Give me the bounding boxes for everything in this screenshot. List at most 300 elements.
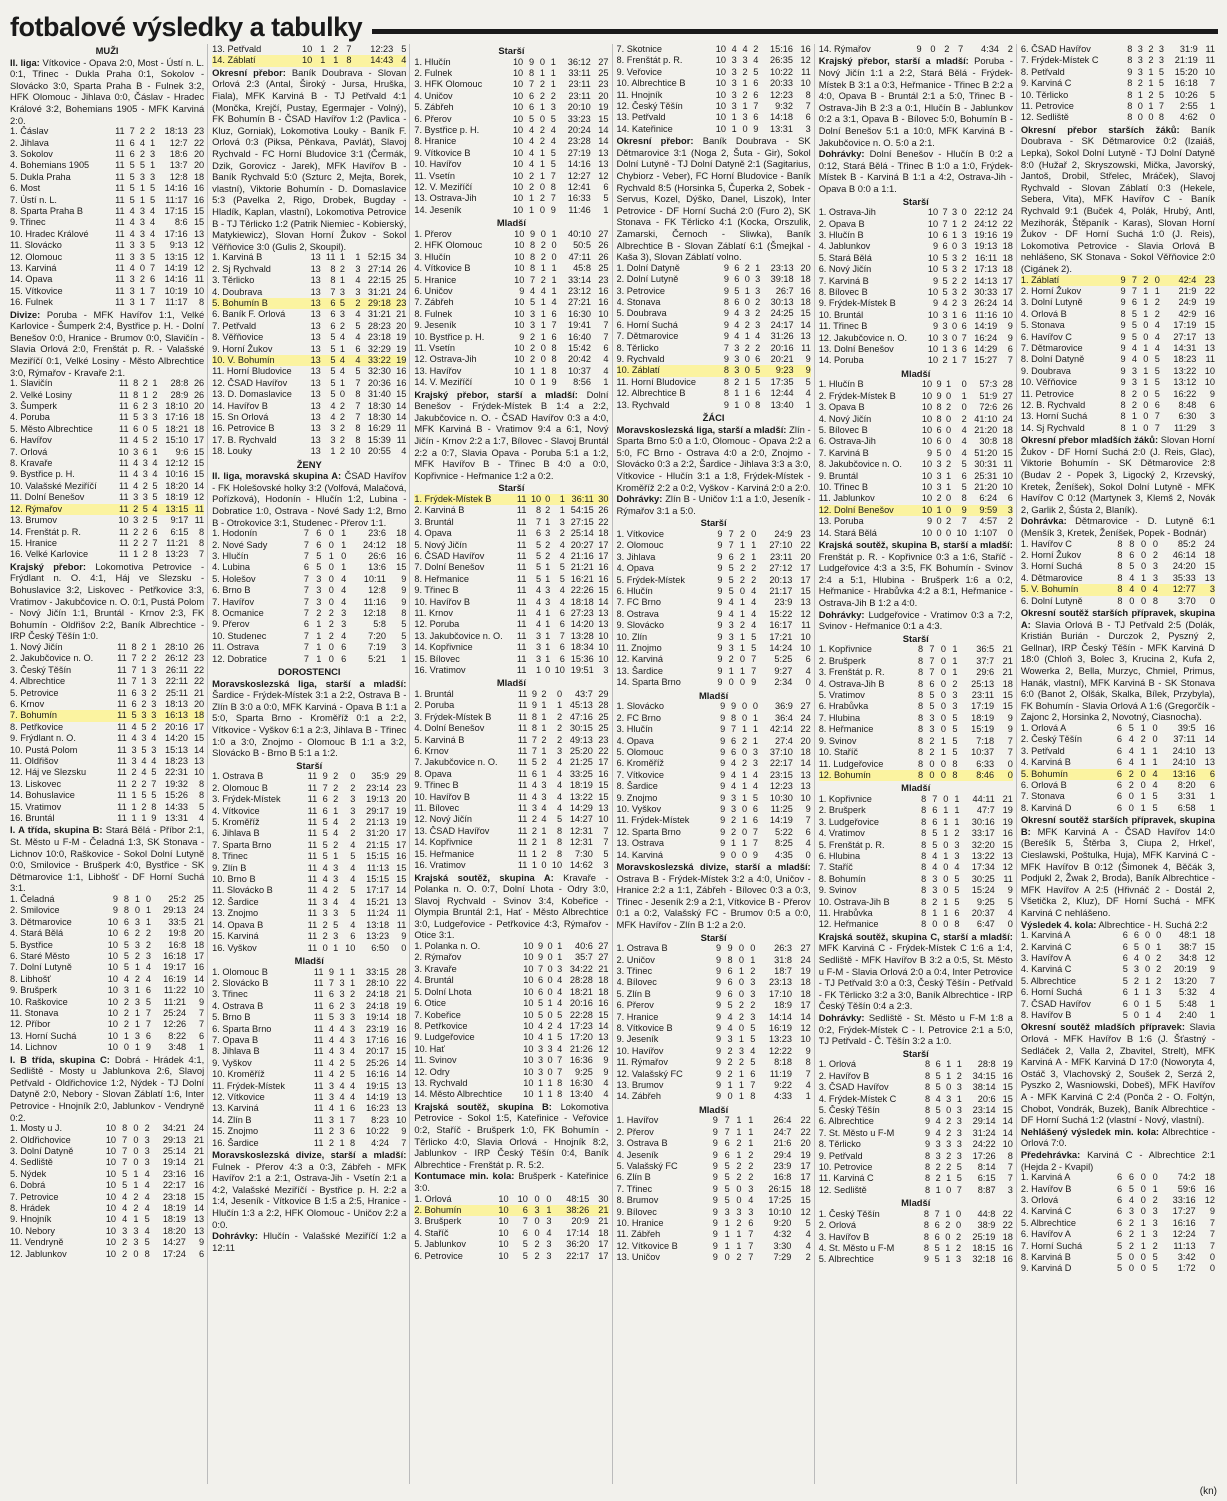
stat-cell: 10 — [927, 252, 939, 263]
stat-cell: 3 — [350, 805, 356, 816]
table-row — [1021, 1252, 1215, 1263]
stat-cell: 13 — [396, 896, 407, 907]
stat-cell: 1 — [545, 573, 551, 584]
table-row — [414, 182, 608, 193]
stat-cell: 5 — [935, 1104, 941, 1115]
stat-cell: 2 — [333, 885, 339, 896]
stat-cell: 1 — [1140, 745, 1146, 756]
stat-cell: 30:15 — [569, 723, 593, 734]
table-row — [819, 219, 1013, 230]
table-row — [212, 585, 406, 596]
stat-cell: 2 — [141, 801, 147, 812]
table-row — [414, 1216, 608, 1227]
stat-cell: 0 — [551, 251, 557, 262]
stat-cell: 6 — [537, 975, 544, 986]
stat-cell: 4 — [557, 803, 563, 814]
stat-cell: 21 — [193, 1157, 205, 1168]
stat-cell: 4 — [330, 400, 336, 411]
stat-cell: 6:15 — [977, 1173, 996, 1184]
stat-cell: 18:13 — [165, 698, 189, 709]
section-heading: DOROSTENCI — [278, 666, 341, 678]
stat-cell: 0 — [339, 389, 345, 400]
stat-cell: 1 — [739, 665, 746, 676]
stat-cell: 27:14 — [367, 263, 391, 274]
stat-cell: 17 — [1002, 275, 1013, 286]
stat-cell: 0 — [738, 988, 744, 999]
team-name: 14. Rýmařov — [818, 44, 871, 54]
stat-cell: 0 — [1209, 595, 1216, 606]
stat-cell: 8 — [921, 896, 927, 907]
stat-cell: 19 — [800, 965, 811, 976]
stat-cell: 2 — [333, 782, 339, 793]
stat-cell: 5 — [1122, 975, 1128, 986]
stat-cell: 10 — [512, 102, 524, 113]
stat-cell: 8 — [531, 711, 537, 722]
stat-cell: 3 — [731, 78, 737, 89]
stat-cell: 2 — [748, 1172, 754, 1183]
stat-cell: 15 — [396, 389, 407, 400]
stat-cell: 4 — [328, 1046, 335, 1057]
stat-cell: 16 — [193, 1168, 205, 1179]
team-name: 8. Bílovec B — [818, 286, 868, 297]
stat-cell: 11 — [801, 620, 811, 631]
stat-cell: 22:31 — [165, 767, 189, 778]
stat-cell: 3 — [550, 102, 556, 113]
stat-cell: 1 — [1209, 802, 1216, 813]
stat-cell: 3 — [932, 885, 938, 896]
stat-cell: 16 — [396, 1034, 407, 1045]
team-name: 6. Dolní Lutyně — [1020, 595, 1083, 606]
stat-cell: 11 — [307, 805, 318, 816]
stat-cell: 4 — [339, 1091, 345, 1102]
stat-cell: 4 — [1152, 780, 1158, 790]
stat-cell: 9 — [805, 803, 811, 814]
team-name: 7. Dolní Benešov — [414, 562, 485, 573]
team-name: 1. Frýdek-Místek B — [414, 494, 512, 505]
stat-cell: 4 — [328, 1103, 335, 1114]
stat-cell: 0 — [946, 1184, 952, 1195]
stat-cell: 2 — [738, 1011, 744, 1022]
stat-cell: 6 — [145, 985, 151, 996]
table-row — [10, 722, 204, 733]
stat-cell: 10 — [512, 125, 524, 136]
stat-cell: 4 — [129, 263, 135, 274]
table-row — [1021, 1184, 1215, 1195]
stat-cell: 8 — [557, 1077, 563, 1088]
stat-cell: 9 — [751, 677, 757, 688]
stat-cell: 7 — [1126, 275, 1137, 286]
stat-cell: 9 — [720, 746, 726, 757]
stat-cell: 1 — [952, 229, 958, 240]
stat-cell: 3 — [316, 573, 322, 584]
stat-cell: 2 — [557, 711, 563, 722]
stat-cell: 6 — [531, 768, 537, 779]
stat-cell: 15 — [193, 469, 205, 480]
stat-cell: 7 — [1158, 101, 1164, 112]
stat-cell: 6 — [303, 619, 309, 630]
team-name: 5. Bohumín B — [212, 298, 305, 309]
stat-cell: 8 — [805, 1057, 811, 1068]
stat-cell: 5 — [961, 459, 967, 470]
stat-cell: 1 — [744, 388, 750, 399]
stat-cell: 27 — [598, 228, 609, 239]
stat-cell: 5 — [321, 355, 336, 366]
stat-cell: 1 — [540, 263, 546, 274]
stat-cell: 19:14 — [366, 1012, 390, 1023]
standings-table — [819, 644, 1013, 781]
stat-cell: 23:6 — [368, 528, 387, 539]
stat-cell: 3 — [557, 963, 563, 974]
stat-cell: 15 — [1002, 690, 1013, 701]
stat-cell: 6 — [961, 309, 967, 320]
stat-cell: 3 — [355, 286, 361, 297]
stat-cell: 0 — [739, 677, 746, 688]
stat-cell: 1 — [131, 812, 137, 823]
table-row — [617, 112, 811, 123]
column-2 — [212, 44, 410, 1484]
table-row — [414, 551, 608, 562]
results-paragraph: I. B třída, skupina C: Dobrá - Hrádek 4:1, Sedliště - Mosty u Jablunkova 2:6, Slavoj Petřvald - Oldřichovice 1:2, Nýdek - TJ Dolní Datyně 2:0, Nebory - Slovan Záblatí 1:6, Inter Petrovice - Hnojník 2:0, Jablunkov - Vendryně 0:2. — [10, 1053, 205, 1123]
stat-cell: 0 — [728, 677, 734, 688]
stat-cell: 4 — [339, 1034, 345, 1045]
stat-cell: 0 — [741, 701, 748, 712]
stat-cell: 9 — [712, 1252, 718, 1263]
stat-cell: 5 — [122, 1168, 128, 1179]
stat-cell: 1 — [1131, 422, 1137, 433]
team-name: 8. Heřmanice — [414, 573, 469, 584]
stat-cell: 21:9 — [1178, 285, 1197, 296]
team-name: 1. Hlučín — [414, 56, 451, 67]
stat-cell: 2 — [134, 973, 140, 984]
stat-cell: 1 — [547, 998, 553, 1009]
stat-cell: 23 — [193, 126, 205, 137]
stat-cell: 5 — [350, 851, 356, 862]
table-row — [212, 412, 406, 423]
stat-cell: 12 — [800, 1022, 811, 1033]
stat-cell: 16:24 — [974, 332, 998, 343]
stat-cell: 0 — [724, 1252, 730, 1263]
table-row — [10, 481, 204, 492]
stat-cell: 10 — [715, 78, 726, 89]
stat-cell: 1 — [133, 1168, 139, 1179]
stat-cell: 11 — [307, 874, 318, 885]
stat-cell: 1 — [1209, 998, 1216, 1009]
stat-cell: 5 — [942, 252, 948, 263]
stat-cell: 1 — [946, 1059, 952, 1070]
stat-cell: 9 — [1007, 332, 1013, 343]
stat-cell: 1 — [330, 446, 336, 457]
stat-cell: 13 — [310, 320, 321, 331]
table-row — [1021, 297, 1215, 308]
stat-cell: 3 — [144, 1134, 150, 1145]
stat-cell: 5 — [149, 251, 156, 262]
team-name: 1. Ostrava B — [212, 771, 264, 782]
stat-cell: 2 — [339, 446, 345, 457]
stat-cell: 2 — [139, 126, 145, 137]
stat-cell: 6 — [936, 436, 942, 447]
table-row — [617, 55, 811, 66]
stat-cell: 18 — [1002, 436, 1013, 447]
stat-cell: 6 — [330, 309, 336, 320]
stat-cell: 18 — [1002, 425, 1013, 436]
team-name: 6. ČSAD Havířov — [414, 550, 485, 561]
stat-cell: 2 — [750, 1000, 756, 1011]
stat-cell: 7 — [929, 644, 935, 655]
stat-cell: 0 — [1133, 1010, 1139, 1020]
stat-cell: 5 — [934, 1243, 940, 1253]
stat-cell: 1 — [139, 285, 145, 296]
stat-cell: 8 — [531, 723, 537, 734]
table-row — [414, 597, 608, 608]
table-row — [1021, 320, 1215, 331]
stat-cell: 37:11 — [1173, 734, 1196, 745]
stat-cell: 3 — [139, 206, 145, 216]
team-name: 11. Třinec B — [818, 321, 868, 332]
stat-cell: 7 — [303, 528, 309, 539]
table-row — [617, 377, 811, 388]
stat-cell: 8 — [551, 342, 557, 353]
stat-cell: 0 — [946, 1104, 952, 1115]
stat-cell: 9 — [537, 941, 544, 952]
stat-cell: 5 — [536, 550, 542, 561]
table-row — [819, 402, 1013, 413]
table-row — [819, 1162, 1013, 1173]
stat-cell: 5 — [199, 801, 205, 812]
stat-cell: 4 — [129, 217, 135, 228]
team-name: 9. Třinec — [10, 217, 46, 228]
table-row — [10, 229, 204, 240]
stat-cell: 2 — [946, 1161, 952, 1172]
team-name: 1. Čáslav — [10, 126, 49, 137]
stat-cell: 1 — [1143, 285, 1149, 296]
table-row — [1021, 1241, 1215, 1252]
table-row — [212, 851, 406, 862]
section-heading: Starší — [700, 931, 727, 943]
stat-cell: 20 — [396, 794, 407, 805]
stat-cell: 4 — [550, 125, 556, 136]
stat-cell: 7 — [751, 665, 757, 676]
table-row — [10, 240, 204, 251]
stat-cell: 2 — [142, 378, 148, 389]
stat-cell: 38:9 — [977, 1220, 996, 1231]
stat-cell: 3 — [531, 803, 537, 814]
stat-cell: 9 — [603, 1066, 609, 1077]
table-row — [414, 585, 608, 596]
stat-cell: 2 — [339, 1069, 345, 1080]
stat-cell: 10 — [1002, 309, 1013, 320]
stat-cell: 9 — [932, 321, 939, 332]
stat-cell: 5 — [1154, 377, 1160, 388]
stat-cell: 9 — [712, 1172, 718, 1183]
stat-cell: 12:23 — [370, 44, 394, 54]
stat-cell: 1 — [539, 170, 545, 181]
stat-cell: 5 — [141, 744, 147, 755]
team-name: 8. Těrlicko — [818, 1139, 861, 1150]
team-name: 13. Karviná — [10, 263, 57, 274]
stat-cell: 8 — [350, 1137, 356, 1148]
standings-table — [1021, 1172, 1215, 1275]
stat-cell: 3 — [545, 585, 551, 596]
stat-cell: 9 — [716, 1000, 722, 1011]
stat-cell: 10 — [107, 1042, 118, 1053]
stat-cell: 3 — [339, 1012, 345, 1023]
stat-cell: 14 — [193, 480, 205, 491]
stat-cell: 11 — [1205, 354, 1216, 365]
stat-cell: 3 — [1156, 987, 1162, 998]
stat-cell: 11 — [313, 1034, 324, 1045]
stat-cell: 3 — [529, 308, 536, 319]
table-row — [1021, 769, 1215, 780]
stat-cell: 11 — [307, 885, 318, 896]
stat-cell: 2 — [753, 44, 759, 54]
stat-cell: 5 — [330, 366, 336, 377]
stat-cell: 5 — [139, 160, 145, 171]
stat-cell: 2 — [129, 504, 139, 515]
stat-cell: 25:14 — [570, 528, 594, 539]
table-row — [617, 1012, 811, 1023]
stat-cell: 0 — [1007, 527, 1013, 538]
stat-cell: 1 — [316, 642, 322, 653]
stat-cell: 3 — [141, 687, 147, 698]
stat-cell: 0 — [1137, 112, 1143, 123]
stat-cell: 38:7 — [1178, 941, 1197, 952]
stat-cell: 16 — [396, 851, 407, 862]
stat-cell: 23 — [598, 79, 609, 90]
stat-cell: 0 — [741, 746, 748, 757]
stat-cell: 13 — [598, 159, 609, 170]
stat-cell: 21:20 — [974, 425, 998, 436]
table-row — [212, 332, 406, 343]
stat-cell: 1 — [1152, 1183, 1158, 1194]
table-row — [1021, 1218, 1215, 1229]
stat-cell: 14:24 — [769, 643, 793, 654]
stat-cell: 3 — [952, 286, 958, 297]
stat-cell: 9 — [1209, 964, 1216, 975]
stat-cell: 15 — [193, 206, 205, 216]
team-name: 6. Sparta Brno — [212, 1023, 272, 1034]
stat-cell: 11 — [516, 562, 527, 573]
stat-cell: 18 — [800, 274, 811, 285]
table-row — [617, 1229, 811, 1240]
stat-cell: 1 — [541, 711, 547, 722]
team-name: 10. Havířov — [414, 159, 462, 170]
stat-cell: 8 — [936, 402, 942, 413]
stat-cell: 21 — [1002, 667, 1013, 678]
stat-cell: 24 — [396, 286, 407, 297]
stat-cell: 10 — [523, 1043, 534, 1054]
team-name: 8. Sparta Praha B — [10, 206, 84, 216]
stat-cell: 2 — [748, 1161, 754, 1172]
stat-cell: 15 — [396, 862, 407, 873]
stat-cell: 28:9 — [170, 389, 189, 400]
stat-cell: 0 — [943, 839, 949, 850]
team-name: 3. Český Těšín — [10, 664, 72, 675]
stat-cell: 5 — [401, 630, 407, 641]
stat-cell: 18:7 — [774, 965, 792, 976]
stat-cell: 7 — [1154, 411, 1160, 422]
stat-cell: 9 — [752, 849, 758, 860]
stat-cell: 7 — [129, 126, 135, 137]
stat-cell: 15:39 — [367, 434, 391, 445]
stat-cell: 28 — [396, 966, 407, 977]
team-name: 5. Město Albrechtice — [10, 423, 93, 434]
stat-cell: 2 — [141, 698, 147, 709]
stat-cell: 0 — [1007, 919, 1013, 930]
stat-cell: 1 — [739, 631, 746, 642]
stat-cell: 7 — [550, 170, 556, 181]
stat-cell: 2 — [1148, 55, 1154, 66]
stat-cell: 3 — [752, 758, 758, 769]
stat-cell: 16 — [396, 366, 407, 377]
stat-cell: 3 — [139, 217, 145, 228]
stat-cell: 14:19 — [164, 263, 188, 274]
stat-cell: 1 — [316, 619, 322, 630]
results-paragraph: Dohrávky: Dolní Benešov - Hlučín B 0:2 a 0:12, Stará Bělá - Třinec B 1:0 a 1:0, Frýdek-Místek B - Karviná B 1:1 a 4:2, Ostrava-Jih - Opava B 0:0 a 1:1. — [818, 148, 1013, 194]
stat-cell: 11 — [313, 1126, 324, 1137]
stat-cell: 2 — [961, 218, 967, 229]
stat-cell: 9 — [716, 988, 722, 999]
stat-cell: 21 — [193, 687, 205, 698]
stat-cell: 7 — [961, 516, 967, 527]
stat-cell: 0 — [1152, 734, 1158, 745]
stat-cell: 1 — [545, 642, 551, 653]
team-name: 4. Ostrava-Jih B — [818, 678, 885, 689]
results-paragraph: Předehrávka: Karviná C - Albrechtice 2:1 (Hejda 2 - Kvapil) — [1020, 1148, 1216, 1172]
stat-cell: 0 — [134, 905, 140, 916]
stat-cell: 24:12 — [974, 218, 998, 229]
stat-cell: 2 — [350, 817, 356, 828]
stat-cell: 5 — [1122, 1010, 1128, 1020]
stat-cell: 8:25 — [774, 838, 793, 849]
stat-cell: 10 — [1002, 470, 1013, 481]
stat-cell: 6 — [731, 746, 737, 757]
team-name: 9. Svinov — [818, 735, 857, 746]
stat-cell: 43:7 — [574, 689, 593, 699]
stat-cell: 0 — [940, 678, 946, 689]
stat-cell: 9 — [716, 977, 722, 988]
stat-cell: 6 — [316, 539, 322, 550]
stat-cell: 3 — [954, 839, 960, 850]
stat-cell: 9 — [717, 643, 723, 654]
stat-cell: 25 — [598, 723, 609, 734]
stat-cell: 9 — [723, 285, 729, 296]
table-row — [1021, 343, 1215, 354]
stat-cell: 18:13 — [164, 126, 188, 137]
table-row — [212, 423, 406, 434]
table-row — [819, 919, 1013, 930]
stat-cell: 1 — [145, 905, 151, 916]
table-row — [10, 286, 204, 297]
table-row — [10, 160, 204, 171]
stat-cell: 4 — [541, 814, 547, 825]
stat-cell: 2 — [1148, 44, 1154, 54]
stat-cell: 11 — [115, 251, 125, 262]
table-row — [10, 676, 204, 687]
table-row — [212, 1012, 406, 1023]
stat-cell: 11 — [117, 778, 127, 789]
stat-cell: 10 — [514, 365, 525, 376]
stat-cell: 3 — [727, 1034, 733, 1045]
stat-cell: 8 — [921, 805, 927, 816]
stat-cell: 3 — [333, 931, 339, 942]
stat-cell: 2 — [1148, 89, 1154, 100]
stat-cell: 3 — [935, 1139, 941, 1150]
team-name: 13. Horní Suchá — [1020, 411, 1088, 422]
stat-cell: 4 — [537, 1020, 544, 1031]
team-name: 4. Uničov — [414, 90, 453, 101]
stat-cell: 10 — [927, 355, 939, 366]
stat-cell: 14:19 — [974, 321, 998, 332]
